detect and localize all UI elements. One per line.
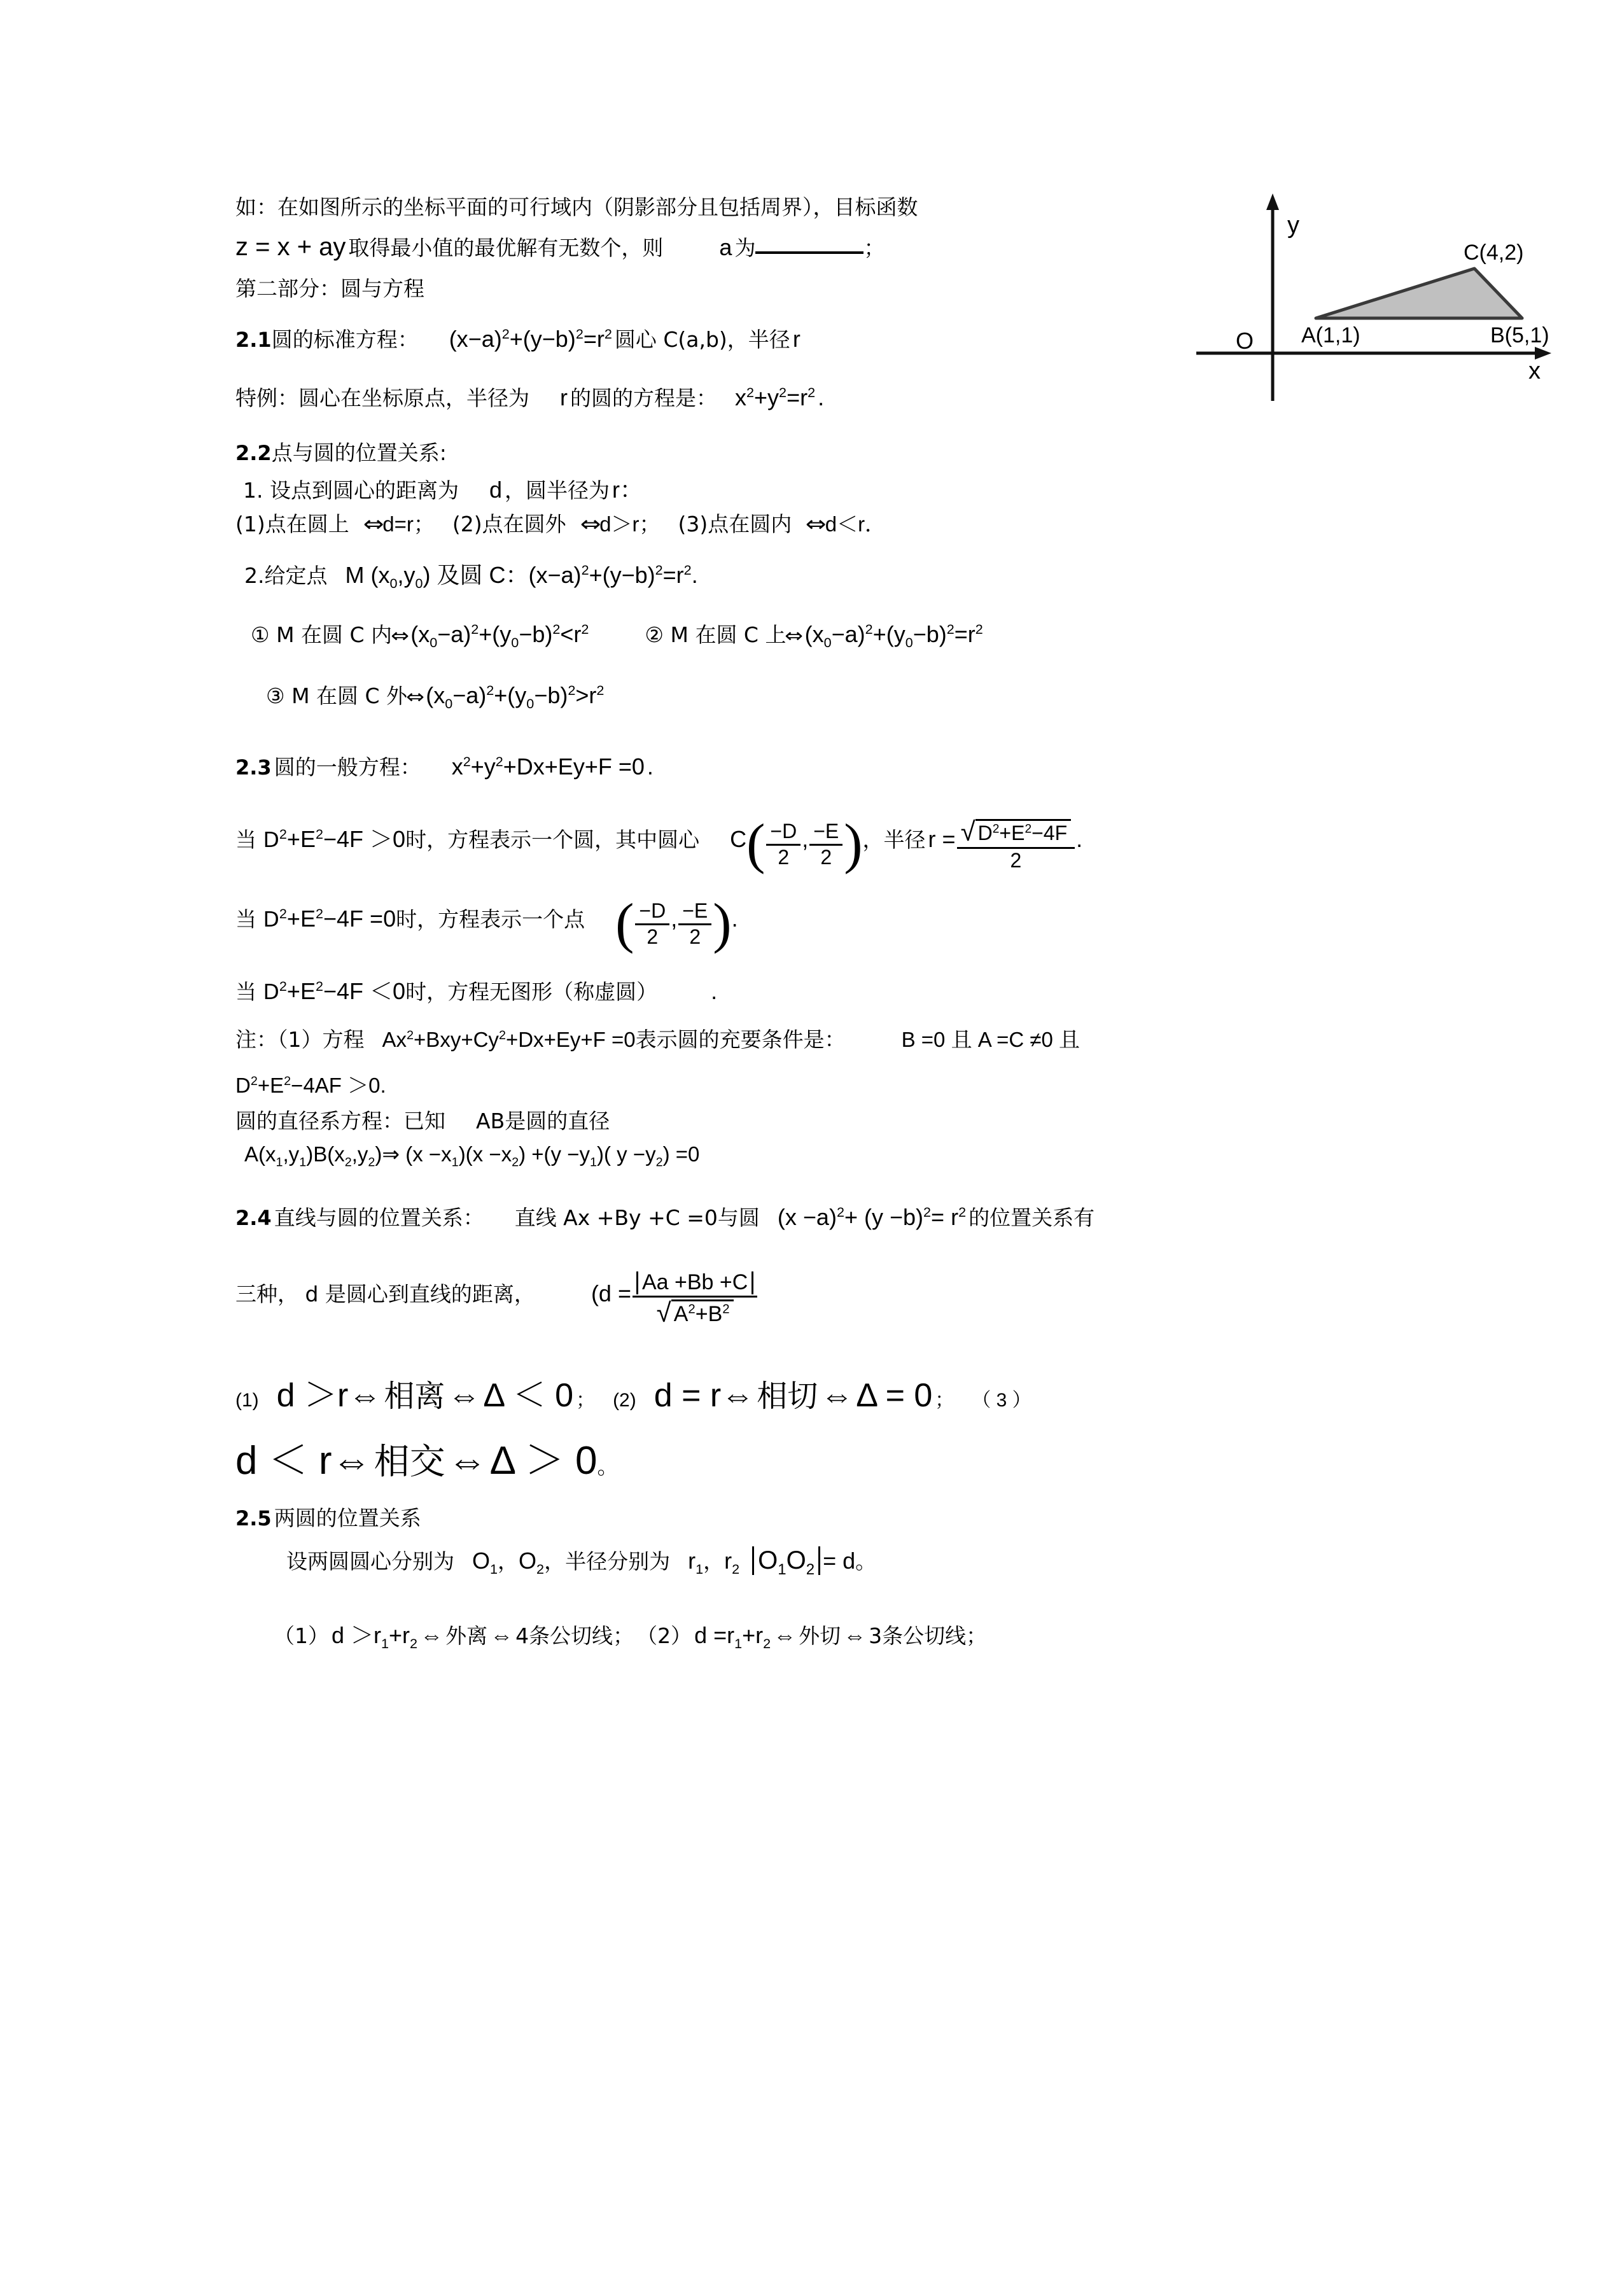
m-outside-equation: $(x_0-a)^2+(y_0-b)^2>r^2$ xyxy=(426,682,605,712)
note-condition: B =0 且 A =C ≠0 且 xyxy=(901,1028,1080,1051)
m-on-equation: $(x_0-a)^2+(y_0-b)^2=r^2$ xyxy=(804,621,983,651)
m-inside-equation: $(x_0-a)^2+(y_0-b)^2<r^2$ xyxy=(410,621,589,651)
semicolon-4: ； xyxy=(966,1623,988,1648)
distance-description: 三种， d 是圆心到直线的距离， xyxy=(235,1282,535,1307)
radius-fraction: $\frac{√ D^2+E^2-4F}{2}$ xyxy=(957,818,1075,872)
section-2-5-relations xyxy=(274,1618,987,1650)
section-2-1-heading xyxy=(235,323,801,353)
relation-1-label: (1)点在圆上 xyxy=(235,512,349,536)
semicolon-1: ； xyxy=(576,1390,596,1411)
semicolon-2: ； xyxy=(935,1390,954,1411)
note-condition-2: $D^2+E^2-4AF >0$ xyxy=(235,1074,381,1097)
section-2-3-case-1 xyxy=(235,813,1083,875)
line-circle-tail: 的位置关系有 xyxy=(968,1205,1095,1230)
section-2-1-number: 2.1 xyxy=(235,328,272,352)
distance-equals-d: = d xyxy=(823,1548,856,1574)
special-case-label: 特例：圆心在坐标原点，半径为 xyxy=(235,386,529,410)
circle-rel-1-name: 外离 xyxy=(445,1623,488,1648)
distance-label: 1. 设点到圆心的距离为 xyxy=(243,478,459,503)
center-radius-text: 圆心 C(a,b)，半径 xyxy=(614,327,790,352)
answer-blank[interactable] xyxy=(755,251,863,254)
section-2-3-case-3 xyxy=(235,974,717,1006)
circle-rel-1-condition: $d >r_1+r_2$ xyxy=(332,1622,418,1652)
discriminant-zero: 当 $D^2+E^2-4F =0$ xyxy=(235,906,396,932)
section-2-3-case-2 xyxy=(235,893,738,955)
iff-icon-14: ⇔ xyxy=(490,1622,514,1648)
given-point-label: 2.给定点 xyxy=(244,563,328,588)
iff-icon-11: ⇔ xyxy=(332,1439,372,1483)
r-symbol: r： xyxy=(612,477,643,503)
case-2-relation: 相切 xyxy=(757,1378,818,1414)
iff-icon: ⇔ xyxy=(363,512,384,537)
case-1-text: 时，方程表示一个圆，其中圆心 xyxy=(405,827,700,853)
comma-2: , xyxy=(671,906,678,932)
iff-icon-6: ⇔ xyxy=(406,686,425,708)
section-2-5-number: 2.5 xyxy=(235,1506,272,1530)
origin-circle-equation: $x^2+y^2=r^2$ xyxy=(735,384,816,410)
case-1-relation: 相离 xyxy=(384,1378,445,1414)
relation-3-label: (3)点在圆内 xyxy=(678,512,792,536)
intro-text-2: 取得最小值的最优解有无数个，则 xyxy=(348,235,664,260)
iff-icon-4: ⇔ xyxy=(391,625,410,647)
distance-fraction xyxy=(633,1271,757,1327)
coordinate-plane-diagram xyxy=(1196,191,1553,401)
circle-rel-1-tangents: 4条公切线 xyxy=(515,1623,613,1648)
left-paren-1: ( xyxy=(746,813,766,875)
iff-icon-9: ⇔ xyxy=(721,1377,755,1414)
period-9: 。 xyxy=(855,1549,877,1574)
radius-equals: r = xyxy=(928,826,956,853)
line-circle-label: 直线 Ax +By +C =0与圆 xyxy=(514,1205,760,1230)
section-2-2-item-2 xyxy=(244,557,698,590)
section-2-3-note xyxy=(235,1023,1080,1053)
section-2-2-case-3 xyxy=(266,680,604,710)
point-b-label: B(5,1) xyxy=(1490,323,1549,347)
radii-label: ，半径分别为 xyxy=(544,1549,671,1574)
section-2-2-item-1 xyxy=(243,472,643,505)
iff-icon-10: ⇔ xyxy=(820,1377,854,1414)
iff-icon-3: ⇔ xyxy=(806,512,827,537)
section-2-3-title: 圆的一般方程： xyxy=(274,755,421,780)
point-y-fraction: $\frac{-E}{2}$ xyxy=(678,900,711,948)
section-2-3-note-cond-2 xyxy=(235,1069,386,1099)
intro-text-3: 为 xyxy=(734,235,756,260)
discriminant-positive: 当 $D^2+E^2-4F >0$ xyxy=(235,826,406,853)
right-paren-2: ) xyxy=(713,893,732,955)
sqrt-icon: √ $D^2+E^2-4F$ xyxy=(961,818,1072,846)
objective-function: z = x + ay xyxy=(235,233,346,261)
point-c-label: C(4,2) xyxy=(1464,241,1524,265)
radius-r2: $r_2$ xyxy=(724,1548,740,1578)
iff-icon-7: ⇔ xyxy=(348,1377,382,1414)
special-radius: r xyxy=(560,384,568,410)
case-1-number: (1) xyxy=(235,1390,259,1411)
case-1-discriminant: Δ ＜ 0 xyxy=(483,1377,574,1414)
m-outside-label: ③ M 在圆 C 外 xyxy=(266,683,408,708)
section-2-4-distance xyxy=(235,1271,759,1327)
case-3-number: （ 3 ） xyxy=(972,1390,1031,1411)
period-1: . xyxy=(818,384,825,410)
circle-rel-2-number: （2） xyxy=(636,1623,692,1648)
circle-standard-form: $(x -a)^2+ (y -b)^2= r^2$ xyxy=(777,1204,967,1230)
x-axis-label: x xyxy=(1528,358,1541,384)
two-circles-label: 设两圆圆心分别为 xyxy=(286,1549,454,1574)
center-o2: $O_2$ xyxy=(519,1548,545,1578)
iff-icon-15: ⇔ xyxy=(773,1622,797,1648)
point-m-circle-c: M $(x_0,y_0)$ 及圆 C：$(x-a)^2+(y-b)^2=r^2$ xyxy=(345,562,692,592)
iff-icon-5: ⇔ xyxy=(785,625,804,647)
section-2-2-title: 点与圆的位置关系: xyxy=(271,440,447,465)
center-x-fraction: $\frac{-D}{2}$ xyxy=(766,821,801,868)
period-4: . xyxy=(1076,826,1083,853)
period-6: . xyxy=(711,978,718,1004)
section-2-4-heading xyxy=(235,1201,1094,1231)
diameter-label: 圆的直径系方程：已知 xyxy=(235,1109,445,1133)
radius-label-2: ，圆半径为 xyxy=(505,478,610,503)
note-label: 注：（1）方程 xyxy=(235,1027,365,1052)
circle-rel-2-condition: $d =r_1+r_2$ xyxy=(694,1622,771,1652)
iff-icon-12: ⇔ xyxy=(447,1439,487,1483)
section-2-5-title: 两圆的位置关系 xyxy=(274,1506,421,1530)
center-c-symbol: C xyxy=(730,826,747,853)
radius-label-3: ，半径 xyxy=(862,827,926,853)
radius-r1: $r_1$ xyxy=(688,1548,704,1578)
abs-value-bars: Aa +Bb +C xyxy=(636,1271,753,1294)
part-two-title xyxy=(235,272,424,302)
center-y-fraction: $\frac{-E}{2}$ xyxy=(809,821,842,868)
case-2-discriminant: Δ = 0 xyxy=(856,1377,933,1414)
intro-line-1 xyxy=(235,191,918,221)
case-3-relation: 相交 xyxy=(374,1441,445,1483)
note-text: 表示圆的充要条件是： xyxy=(635,1027,846,1052)
section-2-3-heading xyxy=(235,751,654,781)
sqrt-icon-2: √ $A^2+B^2$ xyxy=(657,1299,734,1327)
comma-4: ， xyxy=(703,1549,725,1574)
section-2-5-heading xyxy=(235,1502,421,1532)
origin-label: O xyxy=(1236,328,1254,354)
circle-rel-2-name: 外切 xyxy=(799,1623,841,1648)
diagram-svg xyxy=(1196,191,1553,401)
y-axis-arrow xyxy=(1266,193,1279,210)
comma-3: ， xyxy=(498,1549,519,1574)
period-2: . xyxy=(691,562,698,588)
comma-1: , xyxy=(802,826,809,853)
section-2-3-number: 2.3 xyxy=(235,755,272,780)
iff-icon-8: ⇔ xyxy=(447,1377,481,1414)
variable-a: a xyxy=(719,234,732,260)
discriminant-negative: 当 $D^2+E^2-4F <0$ xyxy=(235,978,406,1004)
diameter-ab: AB是圆的直径 xyxy=(476,1109,610,1133)
relation-2-eq: d＞r； xyxy=(599,512,661,536)
section-2-4-cases-line-2 xyxy=(235,1429,619,1485)
period-7: . xyxy=(380,1074,386,1097)
circle-rel-1-number: （1） xyxy=(274,1623,329,1648)
general-conic-equation: $Ax^2+Bxy+Cy^2+Dx+Ey+F =0$ xyxy=(382,1028,636,1051)
case-1-condition: d ＞r xyxy=(276,1377,349,1414)
section-2-2-relations xyxy=(235,508,886,538)
section-2-1-special xyxy=(235,382,824,412)
point-x-fraction: $\frac{-D}{2}$ xyxy=(635,900,669,948)
intro-semicolon: ； xyxy=(863,235,885,260)
iff-icon-2: ⇔ xyxy=(580,512,601,537)
period-3: . xyxy=(647,753,654,780)
relation-3-eq: d＜r． xyxy=(825,512,886,536)
section-2-5-setup xyxy=(286,1545,877,1578)
section-2-4-number: 2.4 xyxy=(235,1206,272,1230)
section-2-4-title: 直线与圆的位置关系： xyxy=(274,1205,484,1230)
d-open-paren: (d = xyxy=(591,1280,631,1307)
right-paren-1: ) xyxy=(844,813,863,875)
d-symbol: d xyxy=(489,477,503,503)
period-8: 。 xyxy=(597,1454,619,1479)
semicolon-3: ； xyxy=(613,1623,634,1648)
feasible-region-triangle xyxy=(1316,269,1522,318)
section-2-1-title: 圆的标准方程： xyxy=(271,327,419,352)
case-3-condition: d ＜ r xyxy=(235,1439,332,1483)
intro-text-1: 如：在如图所示的坐标平面的可行域内（阴影部分且包括周界），目标函数 xyxy=(235,195,918,220)
section-2-4-cases-line-1 xyxy=(235,1368,1031,1416)
special-case-text: 的圆的方程是： xyxy=(570,386,717,410)
o1o2-distance: $O_1O_2$ xyxy=(752,1546,820,1575)
left-paren-2: ( xyxy=(615,893,634,955)
radius-symbol: r xyxy=(792,326,801,352)
case-3-text: 时，方程无图形（称虚圆） xyxy=(405,979,658,1004)
part-title-text: 第二部分：圆与方程 xyxy=(235,276,424,301)
case-2-condition: d = r xyxy=(654,1377,722,1414)
iff-icon-13: ⇔ xyxy=(420,1622,444,1648)
section-2-2-heading xyxy=(235,437,447,466)
iff-icon-16: ⇔ xyxy=(843,1622,867,1648)
intro-line-2 xyxy=(235,232,884,262)
case-2-text: 时，方程表示一个点 xyxy=(396,907,585,932)
general-equation: $x^2+y^2+Dx+Ey+F =0$ xyxy=(451,753,645,780)
diameter-formula: $A(x_1,y_1)B(x_2,y_2)\Rightarrow$ $(x -x_1)(x -x_2) +(y -y_1)$( $y -y_2) =0$ xyxy=(244,1142,700,1170)
circle-rel-2-tangents: 3条公切线 xyxy=(869,1623,967,1648)
diameter-equation xyxy=(244,1142,700,1170)
standard-equation: $(x-a)^2+(y-b)^2=r^2$ xyxy=(449,326,612,352)
y-axis-label: y xyxy=(1287,212,1299,239)
diameter-equation-title xyxy=(235,1105,610,1135)
period-5: . xyxy=(731,906,738,932)
center-o1: $O_1$ xyxy=(472,1548,498,1578)
case-2-number: (2) xyxy=(613,1390,636,1411)
m-inside-label: ① M 在圆 C 内 xyxy=(251,622,393,647)
section-2-2-number: 2.2 xyxy=(235,441,272,465)
relation-1-eq: d=r； xyxy=(382,512,435,536)
m-on-label: ② M 在圆 C 上 xyxy=(645,622,787,647)
section-2-2-case-1-2 xyxy=(251,619,983,651)
case-3-discriminant: Δ ＞ 0 xyxy=(489,1439,598,1483)
relation-2-label: (2)点在圆外 xyxy=(452,512,566,536)
point-a-label: A(1,1) xyxy=(1301,323,1360,347)
